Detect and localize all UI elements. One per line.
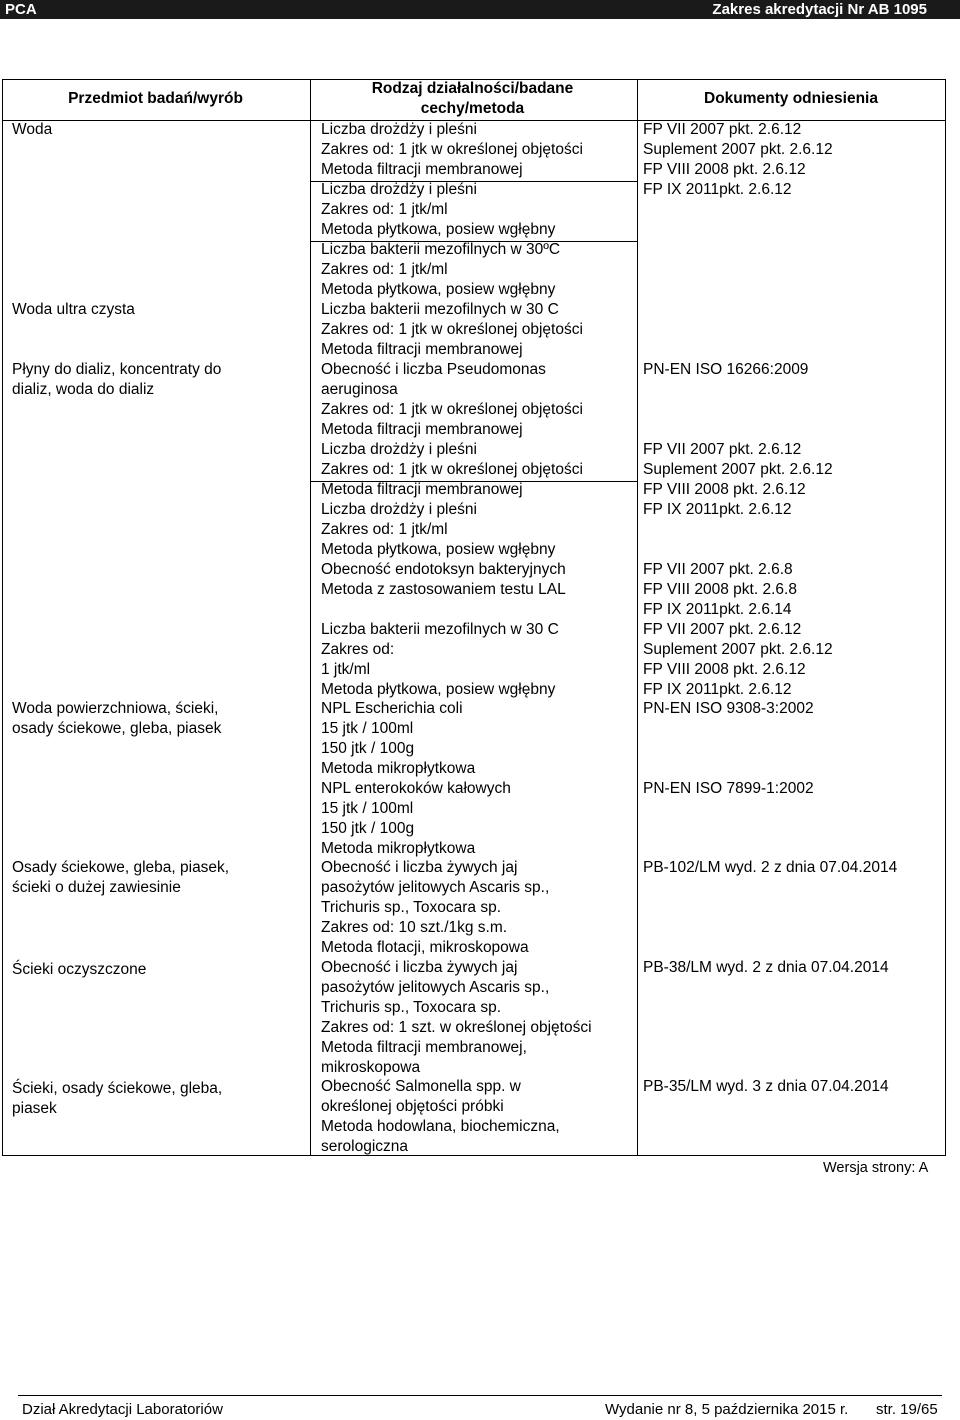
- method-line: Liczba bakterii mezofilnych w 30ºC: [321, 241, 561, 258]
- header-activity: Rodzaj działalności/badane: [371, 80, 574, 97]
- method-line: 15 jtk / 100ml: [321, 720, 414, 737]
- document-reference: FP VII 2007 pkt. 2.6.12: [643, 121, 802, 138]
- subject-cell: dializ, woda do dializ: [12, 381, 155, 398]
- document-reference: FP VII 2007 pkt. 2.6.8: [643, 561, 793, 578]
- method-line: Zakres od: 10 szt./1kg s.m.: [321, 919, 508, 936]
- subject-cell: Woda powierzchniowa, ścieki,: [12, 700, 219, 717]
- document-header-bar: [0, 0, 960, 19]
- subject-cell: piasek: [12, 1100, 57, 1117]
- method-line: Liczba bakterii mezofilnych w 30 C: [321, 621, 559, 638]
- document-reference: FP IX 2011pkt. 2.6.12: [643, 501, 792, 518]
- document-reference: PN-EN ISO 7899-1:2002: [643, 780, 814, 797]
- subject-cell: Osady ściekowe, gleba, piasek,: [12, 859, 230, 876]
- method-line: Metoda filtracji membranowej: [321, 161, 523, 178]
- header-documents: Dokumenty odniesienia: [704, 90, 878, 107]
- method-line: Liczba drożdży i pleśni: [321, 501, 477, 518]
- document-reference: FP VIII 2008 pkt. 2.6.12: [643, 481, 806, 498]
- document-reference: PB-102/LM wyd. 2 z dnia 07.04.2014: [643, 859, 898, 876]
- footer-department: Dział Akredytacji Laboratoriów: [22, 1401, 223, 1418]
- document-reference: FP IX 2011pkt. 2.6.14: [643, 601, 792, 618]
- method-line: Zakres od: 1 jtk w określonej objętości: [321, 141, 583, 158]
- method-line: Metoda płytkowa, posiew wgłębny: [321, 541, 556, 558]
- method-line: Obecność i liczba Pseudomonas: [321, 361, 546, 378]
- document-reference: FP IX 2011pkt. 2.6.12: [643, 681, 792, 698]
- version-note: Wersja strony: A: [823, 1160, 929, 1176]
- method-line: określonej objętości próbki: [321, 1098, 504, 1115]
- method-line: Liczba drożdży i pleśni: [321, 441, 477, 458]
- method-line: 15 jtk / 100ml: [321, 800, 414, 817]
- method-line: Liczba bakterii mezofilnych w 30 C: [321, 301, 559, 318]
- method-line: Metoda filtracji membranowej: [321, 341, 523, 358]
- method-line: Obecność endotoksyn bakteryjnych: [321, 561, 566, 578]
- method-line: 150 jtk / 100g: [321, 820, 415, 837]
- method-line: Metoda płytkowa, posiew wgłębny: [321, 681, 556, 698]
- footer-rule: [18, 1395, 942, 1396]
- footer-page-number: str. 19/65: [876, 1401, 938, 1418]
- method-line: 150 jtk / 100g: [321, 740, 415, 757]
- document-reference: PB-38/LM wyd. 2 z dnia 07.04.2014: [643, 959, 889, 976]
- method-line: NPL enterokoków kałowych: [321, 780, 511, 797]
- header-activity-cont: cechy/metoda: [420, 100, 525, 117]
- method-line: pasożytów jelitowych Ascaris sp.,: [321, 979, 550, 996]
- method-line: Obecność i liczba żywych jaj: [321, 859, 518, 876]
- method-line: Metoda filtracji membranowej: [321, 421, 523, 438]
- method-line: Metoda hodowlana, biochemiczna,: [321, 1118, 560, 1135]
- method-line: aeruginosa: [321, 381, 398, 398]
- subject-cell: Woda: [12, 121, 53, 138]
- method-line: Metoda filtracji membranowej: [321, 481, 523, 498]
- method-line: Metoda płytkowa, posiew wgłębny: [321, 281, 556, 298]
- method-line: Zakres od: 1 jtk/ml: [321, 521, 448, 538]
- method-line: 1 jtk/ml: [321, 661, 371, 678]
- method-line: Obecność Salmonella spp. w: [321, 1078, 521, 1095]
- footer-edition: Wydanie nr 8, 5 października 2015 r.: [605, 1401, 849, 1418]
- method-line: Zakres od: 1 jtk w określonej objętości: [321, 401, 583, 418]
- document-reference: FP VIII 2008 pkt. 2.6.12: [643, 161, 806, 178]
- method-line: Metoda mikropłytkowa: [321, 760, 476, 777]
- method-line: Metoda filtracji membranowej,: [321, 1039, 527, 1056]
- method-line: Zakres od: 1 jtk w określonej objętości: [321, 461, 583, 478]
- method-line: Trichuris sp., Toxocara sp.: [321, 999, 502, 1016]
- column-divider: [637, 80, 638, 1155]
- document-reference: PN-EN ISO 9308-3:2002: [643, 700, 814, 717]
- method-line: serologiczna: [321, 1138, 409, 1155]
- method-line: Metoda mikropłytkowa: [321, 840, 476, 857]
- document-reference: Suplement 2007 pkt. 2.6.12: [643, 141, 833, 158]
- method-line: Liczba drożdży i pleśni: [321, 181, 477, 198]
- method-line: Metoda flotacji, mikroskopowa: [321, 939, 529, 956]
- document-reference: Suplement 2007 pkt. 2.6.12: [643, 641, 833, 658]
- document-reference: FP VIII 2008 pkt. 2.6.12: [643, 661, 806, 678]
- method-line: Metoda z zastosowaniem testu LAL: [321, 581, 566, 598]
- document-reference: FP IX 2011pkt. 2.6.12: [643, 181, 792, 198]
- document-reference: PN-EN ISO 16266:2009: [643, 361, 809, 378]
- document-reference: Suplement 2007 pkt. 2.6.12: [643, 461, 833, 478]
- document-reference: FP VII 2007 pkt. 2.6.12: [643, 441, 802, 458]
- method-line: Obecność i liczba żywych jaj: [321, 959, 518, 976]
- document-reference: FP VIII 2008 pkt. 2.6.8: [643, 581, 797, 598]
- header-org: PCA: [5, 1, 37, 18]
- subject-cell: Ścieki oczyszczone: [12, 961, 147, 978]
- method-line: Zakres od: 1 szt. w określonej objętości: [321, 1019, 592, 1036]
- header-title: Zakres akredytacji Nr AB 1095: [712, 1, 927, 18]
- method-line: NPL Escherichia coli: [321, 700, 463, 717]
- method-line: Liczba drożdży i pleśni: [321, 121, 477, 138]
- method-line: Zakres od: 1 jtk/ml: [321, 201, 448, 218]
- header-subject: Przedmiot badań/wyrób: [68, 90, 243, 107]
- document-reference: FP VII 2007 pkt. 2.6.12: [643, 621, 802, 638]
- subject-cell: Ścieki, osady ściekowe, gleba,: [12, 1080, 223, 1097]
- method-line: Zakres od: 1 jtk w określonej objętości: [321, 321, 583, 338]
- method-line: pasożytów jelitowych Ascaris sp.,: [321, 879, 550, 896]
- method-line: Zakres od: 1 jtk/ml: [321, 261, 448, 278]
- document-reference: PB-35/LM wyd. 3 z dnia 07.04.2014: [643, 1078, 889, 1095]
- method-line: Trichuris sp., Toxocara sp.: [321, 899, 502, 916]
- method-line: Metoda płytkowa, posiew wgłębny: [321, 221, 556, 238]
- subject-cell: osady ściekowe, gleba, piasek: [12, 720, 222, 737]
- method-line: mikroskopowa: [321, 1059, 421, 1076]
- subject-cell: Woda ultra czysta: [12, 301, 135, 318]
- subject-cell: ścieki o dużej zawiesinie: [12, 879, 181, 896]
- method-line: Zakres od:: [321, 641, 395, 658]
- subject-cell: Płyny do dializ, koncentraty do: [12, 361, 222, 378]
